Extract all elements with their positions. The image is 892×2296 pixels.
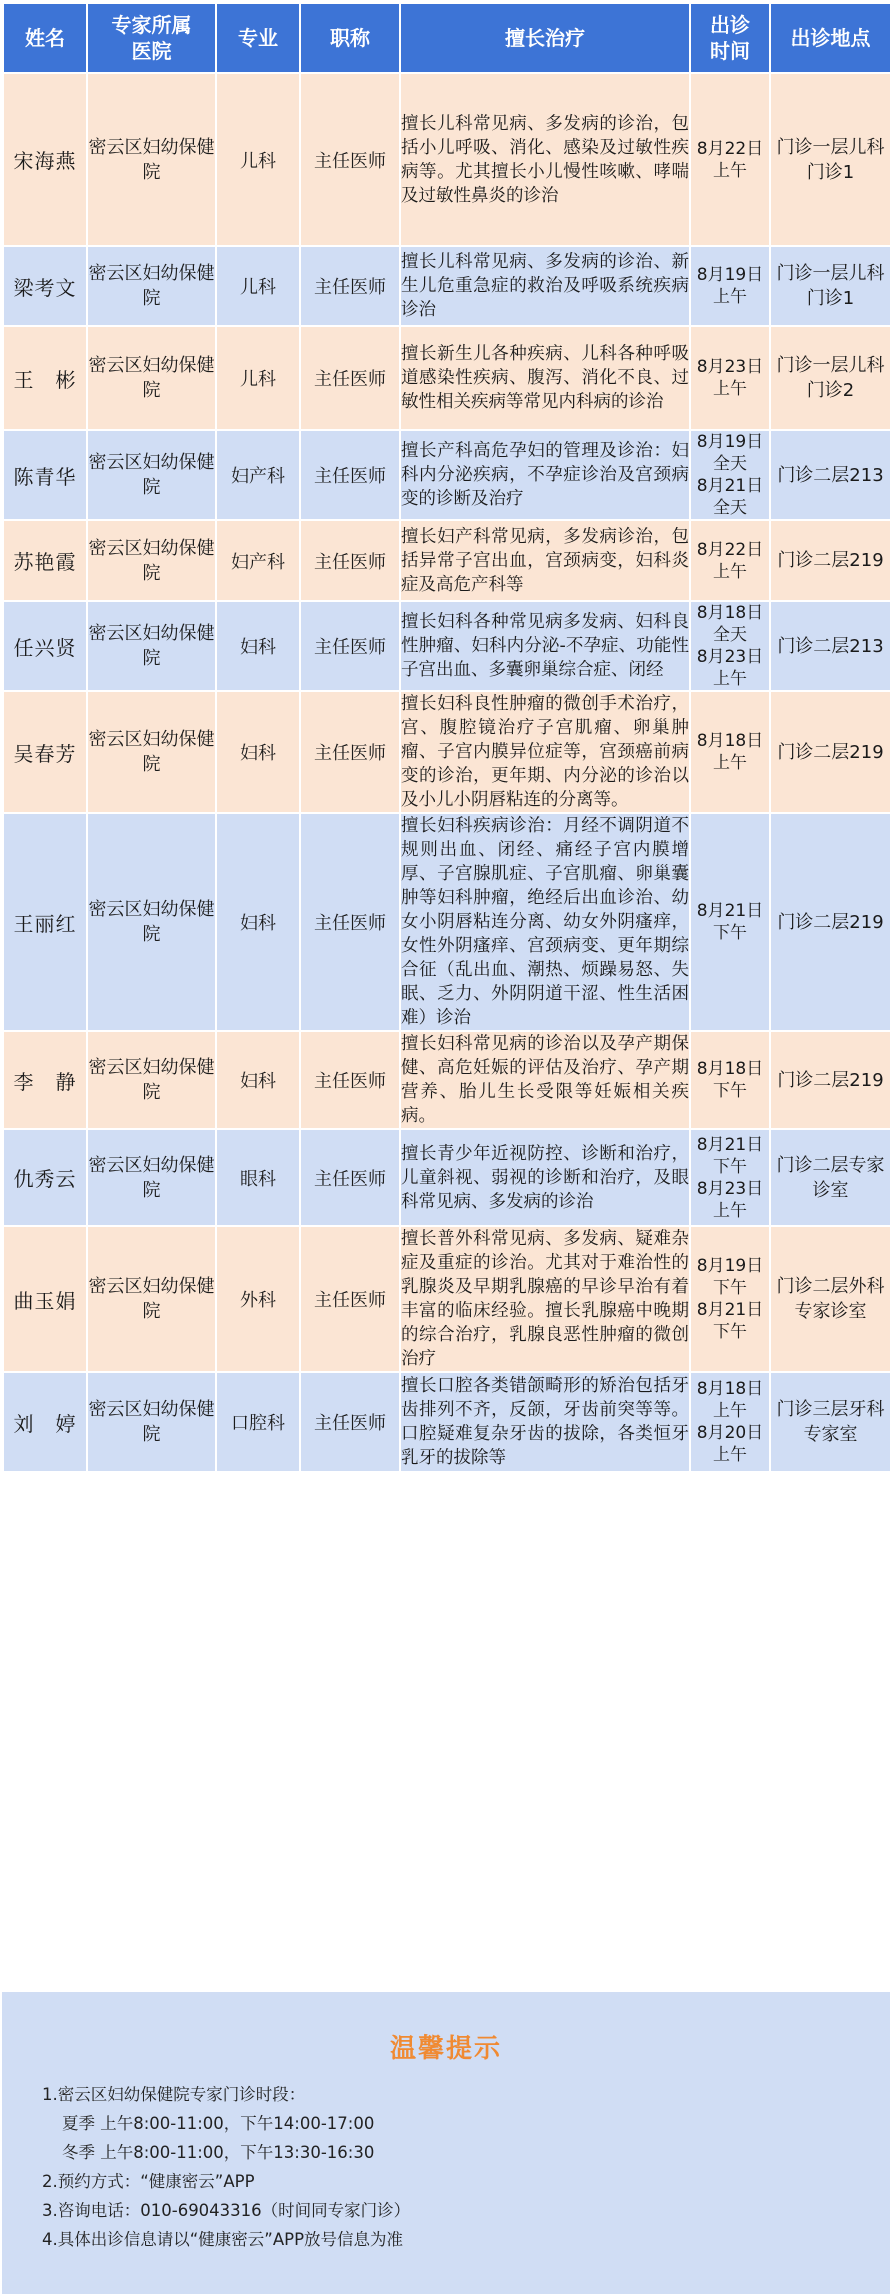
- hospital-name: 密云区妇幼保健院: [87, 1031, 216, 1129]
- table-row: [3, 430, 891, 520]
- specialty: 妇科: [216, 1031, 300, 1129]
- header-location: 出诊地点: [770, 3, 891, 73]
- job-title: 主任医师: [300, 1372, 400, 1472]
- doctor-name: 王丽红: [3, 813, 87, 1031]
- doctor-name: 梁考文: [3, 246, 87, 326]
- hospital-name: 密云区妇幼保健院: [87, 1226, 216, 1372]
- clinic-location: 门诊三层牙科专家室: [770, 1372, 891, 1472]
- specialty: 妇产科: [216, 430, 300, 520]
- clinic-time-line: 8月18日: [696, 731, 764, 751]
- clinic-location: 门诊二层外科专家诊室: [770, 1226, 891, 1372]
- header-time: [690, 3, 770, 73]
- hospital-name: 密云区妇幼保健院: [87, 326, 216, 430]
- expertise-text: 擅长青少年近视防控、诊断和治疗，儿童斜视、弱视的诊断和治疗，及眼科常见病、多发病的诊治: [400, 1129, 690, 1226]
- table-row: [3, 691, 891, 813]
- clinic-time-line: 8月23日: [696, 647, 764, 667]
- doctor-name: 宋海燕: [3, 73, 87, 246]
- header-hospital: [87, 3, 216, 73]
- clinic-location: 门诊二层213: [770, 601, 891, 691]
- header-name: 姓名: [3, 3, 87, 73]
- table-row: [3, 246, 891, 326]
- hospital-name: 密云区妇幼保健院: [87, 430, 216, 520]
- expertise-text: 擅长妇科良性肿瘤的微创手术治疗，宫、腹腔镜治疗子宫肌瘤、卵巢肿瘤、子宫内膜异位症等，宫颈癌前病变的诊治，更年期、内分泌的诊治以及小儿小阴唇粘连的分离等。: [400, 691, 690, 813]
- clinic-time-line: 上午: [713, 753, 747, 773]
- table-row: [3, 73, 891, 246]
- clinic-location: 门诊二层219: [770, 691, 891, 813]
- expertise-text: 擅长儿科常见病、多发病的诊治，包括小儿呼吸、消化、感染及过敏性疾病等。尤其擅长小儿慢性咳嗽、哮喘及过敏性鼻炎的诊治: [400, 73, 690, 246]
- clinic-time: [690, 1226, 770, 1372]
- clinic-time: [690, 520, 770, 601]
- expertise-text: 擅长妇科常见病的诊治以及孕产期保健、高危妊娠的评估及治疗、孕产期营养、胎儿生长受限等妊娠相关疾病。: [400, 1031, 690, 1129]
- clinic-location: 门诊一层儿科门诊1: [770, 246, 891, 326]
- job-title: 主任医师: [300, 1129, 400, 1226]
- clinic-time-line: 8月21日: [696, 1300, 764, 1320]
- table-row: [3, 1226, 891, 1372]
- specialty: 妇科: [216, 691, 300, 813]
- specialty: 妇产科: [216, 520, 300, 601]
- job-title: 主任医师: [300, 601, 400, 691]
- doctor-name: 李 静: [3, 1031, 87, 1129]
- clinic-time-line: 8月22日: [696, 138, 764, 159]
- clinic-location: 门诊一层儿科门诊2: [770, 326, 891, 430]
- table-row: [3, 520, 891, 601]
- hospital-name: 密云区妇幼保健院: [87, 813, 216, 1031]
- clinic-time: [690, 691, 770, 813]
- clinic-time-line: 上午: [713, 379, 747, 399]
- expertise-text: 擅长普外科常见病、多发病、疑难杂症及重症的诊治。尤其对于难治性的乳腺炎及早期乳腺癌的早诊早治有着丰富的临床经验。擅长乳腺癌中晚期的综合治疗，乳腺良恶性肿瘤的微创治疗: [400, 1226, 690, 1372]
- table-row: [3, 1372, 891, 1472]
- expertise-text: 擅长新生儿各种疾病、儿科各种呼吸道感染性疾病、腹泻、消化不良、过敏性相关疾病等常见内科病的诊治: [400, 326, 690, 430]
- header-time-line1: 出诊: [710, 13, 750, 37]
- clinic-time-line: 上午: [713, 1445, 747, 1465]
- clinic-time-line: 8月19日: [696, 432, 764, 452]
- specialty: 儿科: [216, 73, 300, 246]
- doctor-name: 陈青华: [3, 430, 87, 520]
- expertise-text: 擅长妇科各种常见病多发病、妇科良性肿瘤、妇科内分泌-不孕症、功能性子宫出血、多囊卵巢综合症、闭经: [400, 601, 690, 691]
- clinic-time-line: 下午: [713, 1156, 747, 1177]
- expertise-text: 擅长妇科疾病诊治：月经不调阴道不规则出血、闭经、痛经子宫内膜增厚、子宫腺肌症、子宫肌瘤、卵巢囊肿等妇科肿瘤，绝经后出血诊治、幼女小阴唇粘连分离、幼女外阴瘙痒，女性外阴瘙痒、宫颈病变、更年期综合征（乱出血、潮热、烦躁易怒、失眠、乏力、外阴阴道干涩、性生活困难）诊治: [400, 813, 690, 1031]
- tips-title: 温馨提示: [389, 2034, 502, 2064]
- hospital-name: 密云区妇幼保健院: [87, 1372, 216, 1472]
- clinic-time-line: 全天: [713, 454, 747, 474]
- clinic-time-line: 上午: [713, 160, 747, 181]
- hospital-name: 密云区妇幼保健院: [87, 73, 216, 246]
- tips-list: [42, 2080, 862, 2254]
- specialty: 妇科: [216, 601, 300, 691]
- table-row: [3, 813, 891, 1031]
- clinic-time-line: 上午: [713, 561, 747, 582]
- header-expertise: 擅长治疗: [400, 3, 690, 73]
- clinic-time-line: 下午: [713, 1278, 747, 1298]
- job-title: 主任医师: [300, 813, 400, 1031]
- clinic-time-line: 8月22日: [696, 539, 764, 560]
- specialty: 口腔科: [216, 1372, 300, 1472]
- doctor-name: 王 彬: [3, 326, 87, 430]
- job-title: 主任医师: [300, 430, 400, 520]
- header-hospital-line2: 医院: [131, 39, 172, 63]
- job-title: 主任医师: [300, 326, 400, 430]
- clinic-time-line: 8月21日: [696, 901, 764, 921]
- table-row: [3, 601, 891, 691]
- clinic-time-line: 8月20日: [696, 1423, 764, 1443]
- doctor-name: 苏艳霞: [3, 520, 87, 601]
- specialty: 儿科: [216, 326, 300, 430]
- clinic-time-line: 8月23日: [696, 1178, 764, 1199]
- clinic-time: [690, 1372, 770, 1472]
- tip-summer-hours: 夏季 上午8:00-11:00，下午14:00-17:00: [62, 2114, 375, 2133]
- expertise-text: 擅长口腔各类错颌畸形的矫治包括牙齿排列不齐，反颌，牙齿前突等等。口腔疑难复杂牙齿的拔除，各类恒牙乳牙的拔除等: [400, 1372, 690, 1472]
- clinic-time: [690, 813, 770, 1031]
- hospital-name: 密云区妇幼保健院: [87, 520, 216, 601]
- tip-notice: 4.具体出诊信息请以“健康密云”APP放号信息为准: [42, 2230, 404, 2249]
- expertise-text: 擅长儿科常见病、多发病的诊治、新生儿危重急症的救治及呼吸系统疾病诊治: [400, 246, 690, 326]
- clinic-time-line: 全天: [713, 625, 747, 645]
- specialty: 外科: [216, 1226, 300, 1372]
- clinic-time-line: 上午: [713, 669, 747, 689]
- tip-hours-heading: 1.密云区妇幼保健院专家门诊时段：: [42, 2085, 306, 2104]
- clinic-time-line: 上午: [713, 1200, 747, 1221]
- clinic-time: [690, 1031, 770, 1129]
- table-header-row: [3, 3, 891, 73]
- doctor-name: 仇秀云: [3, 1129, 87, 1226]
- header-specialty: 专业: [216, 3, 300, 73]
- job-title: 主任医师: [300, 1226, 400, 1372]
- doctor-name: 曲玉娟: [3, 1226, 87, 1372]
- expert-schedule-table: [2, 2, 892, 1473]
- clinic-time-line: 8月18日: [696, 603, 764, 623]
- clinic-location: 门诊二层219: [770, 813, 891, 1031]
- clinic-time: [690, 1129, 770, 1226]
- clinic-time-line: 下午: [713, 1081, 747, 1101]
- clinic-time-line: 下午: [713, 923, 747, 943]
- clinic-time-line: 全天: [713, 498, 747, 518]
- hospital-name: 密云区妇幼保健院: [87, 1129, 216, 1226]
- header-hospital-line1: 专家所属: [111, 13, 192, 37]
- tip-winter-hours: 冬季 上午8:00-11:00，下午13:30-16:30: [62, 2143, 375, 2162]
- hospital-name: 密云区妇幼保健院: [87, 246, 216, 326]
- clinic-time: [690, 246, 770, 326]
- clinic-time-line: 上午: [713, 1401, 747, 1421]
- clinic-time-line: 8月19日: [696, 265, 764, 285]
- doctor-name: 任兴贤: [3, 601, 87, 691]
- tip-phone: 3.咨询电话：010-69043316（时间同专家门诊）: [42, 2201, 411, 2220]
- clinic-time-line: 上午: [713, 287, 747, 307]
- job-title: 主任医师: [300, 246, 400, 326]
- job-title: 主任医师: [300, 1031, 400, 1129]
- clinic-time: [690, 430, 770, 520]
- hospital-name: 密云区妇幼保健院: [87, 691, 216, 813]
- job-title: 主任医师: [300, 520, 400, 601]
- clinic-location: 门诊二层213: [770, 430, 891, 520]
- specialty: 儿科: [216, 246, 300, 326]
- clinic-time-line: 8月18日: [696, 1059, 764, 1079]
- clinic-location: 门诊二层专家诊室: [770, 1129, 891, 1226]
- clinic-time-line: 8月23日: [696, 357, 764, 377]
- job-title: 主任医师: [300, 691, 400, 813]
- doctor-name: 吴春芳: [3, 691, 87, 813]
- clinic-time: [690, 326, 770, 430]
- table-row: [3, 326, 891, 430]
- table-row: [3, 1031, 891, 1129]
- clinic-time-line: 8月21日: [696, 476, 764, 496]
- tips-panel: [2, 1992, 890, 2294]
- expertise-text: 擅长产科高危孕妇的管理及诊治：妇科内分泌疾病，不孕症诊治及宫颈病变的诊断及治疗: [400, 430, 690, 520]
- table-row: [3, 1129, 891, 1226]
- header-time-line2: 时间: [710, 39, 750, 63]
- tip-booking-method: 2.预约方式：“健康密云”APP: [42, 2172, 255, 2191]
- job-title: 主任医师: [300, 73, 400, 246]
- clinic-time: [690, 601, 770, 691]
- clinic-location: 门诊二层219: [770, 1031, 891, 1129]
- clinic-location: 门诊二层219: [770, 520, 891, 601]
- header-title: 职称: [300, 3, 400, 73]
- clinic-time-line: 8月21日: [696, 1134, 764, 1155]
- clinic-time: [690, 73, 770, 246]
- hospital-name: 密云区妇幼保健院: [87, 601, 216, 691]
- clinic-time-line: 下午: [713, 1322, 747, 1342]
- specialty: 眼科: [216, 1129, 300, 1226]
- clinic-location: 门诊一层儿科门诊1: [770, 73, 891, 246]
- specialty: 妇科: [216, 813, 300, 1031]
- clinic-time-line: 8月19日: [696, 1256, 764, 1276]
- doctor-name: 刘 婷: [3, 1372, 87, 1472]
- expertise-text: 擅长妇产科常见病，多发病诊治，包括异常子宫出血，宫颈病变，妇科炎症及高危产科等: [400, 520, 690, 601]
- clinic-time-line: 8月18日: [696, 1379, 764, 1399]
